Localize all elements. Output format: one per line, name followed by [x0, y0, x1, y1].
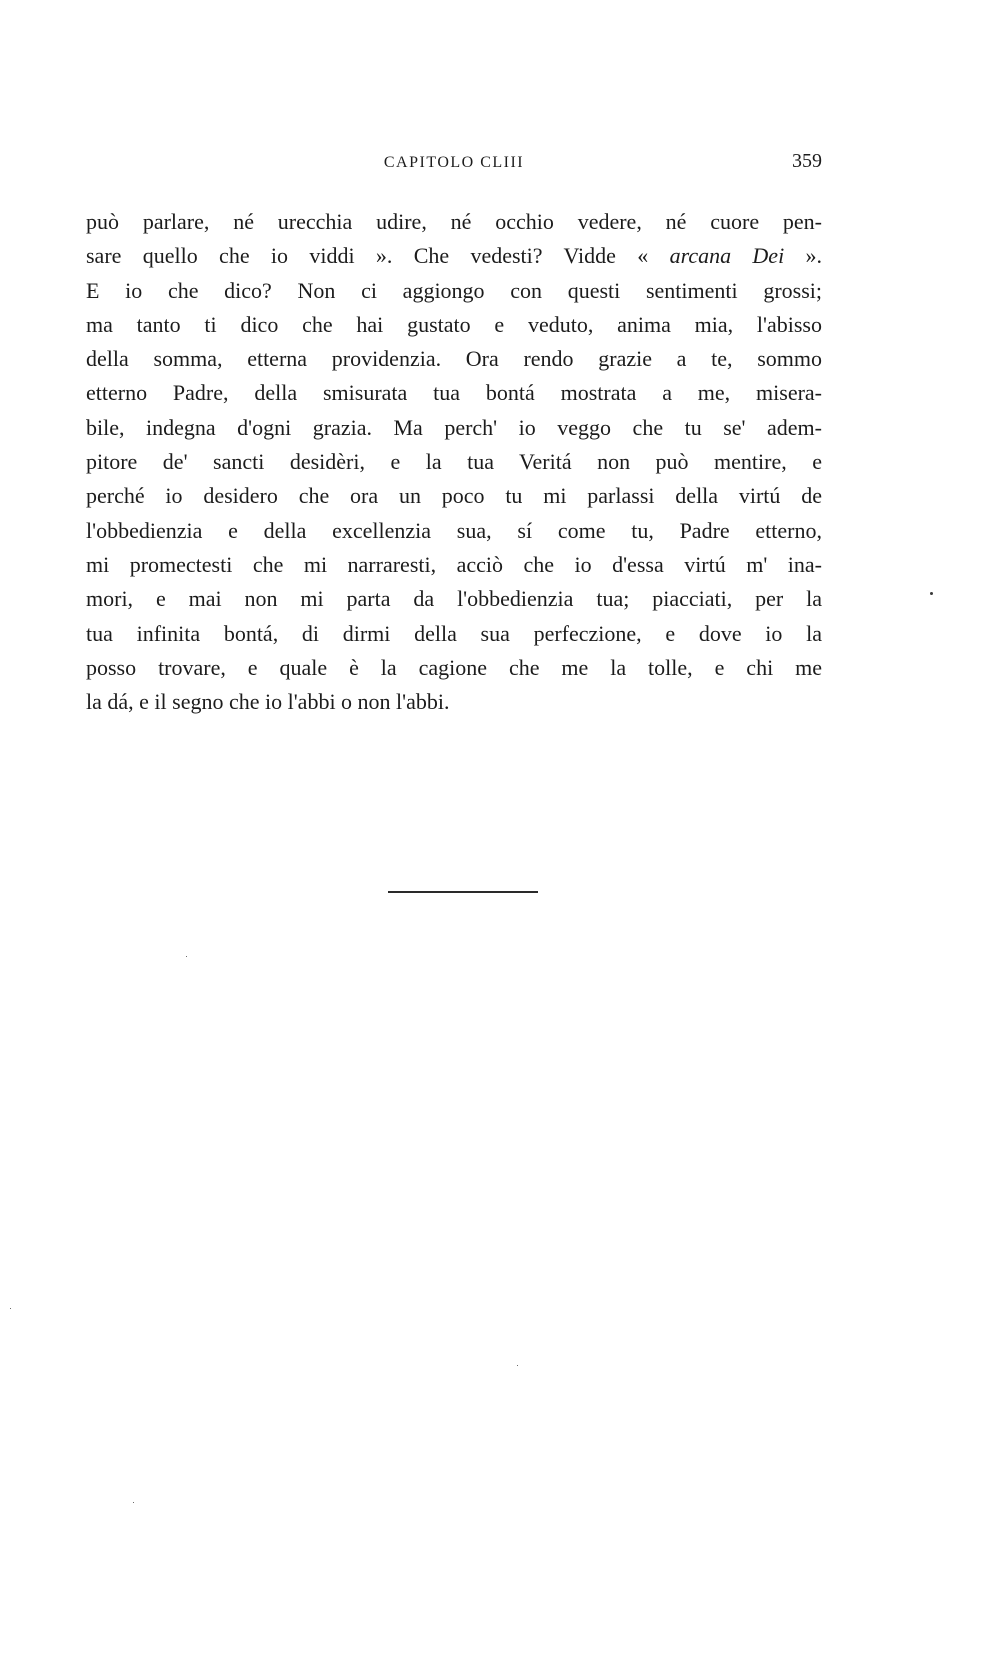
text-line: mi promectesti che mi narraresti, acciò che io d'essa virtú m' ina- [86, 551, 822, 577]
text-line: E io che dico? Non ci aggiongo con questi sentimenti grossi; [86, 277, 822, 303]
text-line: etterno Padre, della smisurata tua bontá mostrata a me, misera- [86, 380, 822, 406]
text-line: ma tanto ti dico che hai gustato e veduto, anima mia, l'abisso [86, 311, 822, 337]
chapter-title: CAPITOLO CLIII [383, 154, 525, 171]
text-line: perché io desidero che ora un poco tu mi parlassi della virtú de [86, 483, 822, 509]
text-line: pitore de' sancti desidèri, e la tua Veritá non può mentire, e [86, 449, 822, 475]
latin-quote: arcana Dei [669, 243, 785, 269]
running-head [86, 150, 822, 178]
scan-speck [186, 956, 187, 957]
scan-speck [517, 1365, 518, 1366]
text-line-final: la dá, e il segno che io l'abbi o non l'abbi. [86, 689, 450, 715]
scan-speck [930, 592, 933, 595]
text-line-segment: sare quello che io viddi ». Che vedesti? Vidde [86, 243, 616, 269]
text-line: bile, indegna d'ogni grazia. Ma perch' io veggo che tu se' adem- [86, 414, 822, 440]
quote-open-mark: « [637, 243, 649, 269]
text-line: mori, e mai non mi parta da l'obbedienzia tua; piacciati, per la [86, 586, 822, 612]
text-line: tua infinita bontá, di dirmi della sua perfeczione, e dove io la [86, 620, 822, 646]
text-line: posso trovare, e quale è la cagione che me la tolle, e chi me [86, 654, 822, 680]
scan-speck [133, 1502, 134, 1503]
body-text [86, 205, 822, 719]
text-line: può parlare, né urecchia udire, né occhio vedere, né cuore pen- [86, 209, 822, 234]
text-line-with-quote [86, 239, 822, 273]
text-line: della somma, etterna providenzia. Ora rendo grazie a te, sommo [86, 346, 822, 372]
section-end-rule [388, 891, 538, 893]
page-number: 359 [792, 150, 822, 172]
text-line: l'obbedienzia e della excellenzia sua, sí come tu, Padre etterno, [86, 517, 822, 543]
quote-close-mark: ». [805, 243, 823, 269]
scan-speck [10, 1308, 11, 1309]
